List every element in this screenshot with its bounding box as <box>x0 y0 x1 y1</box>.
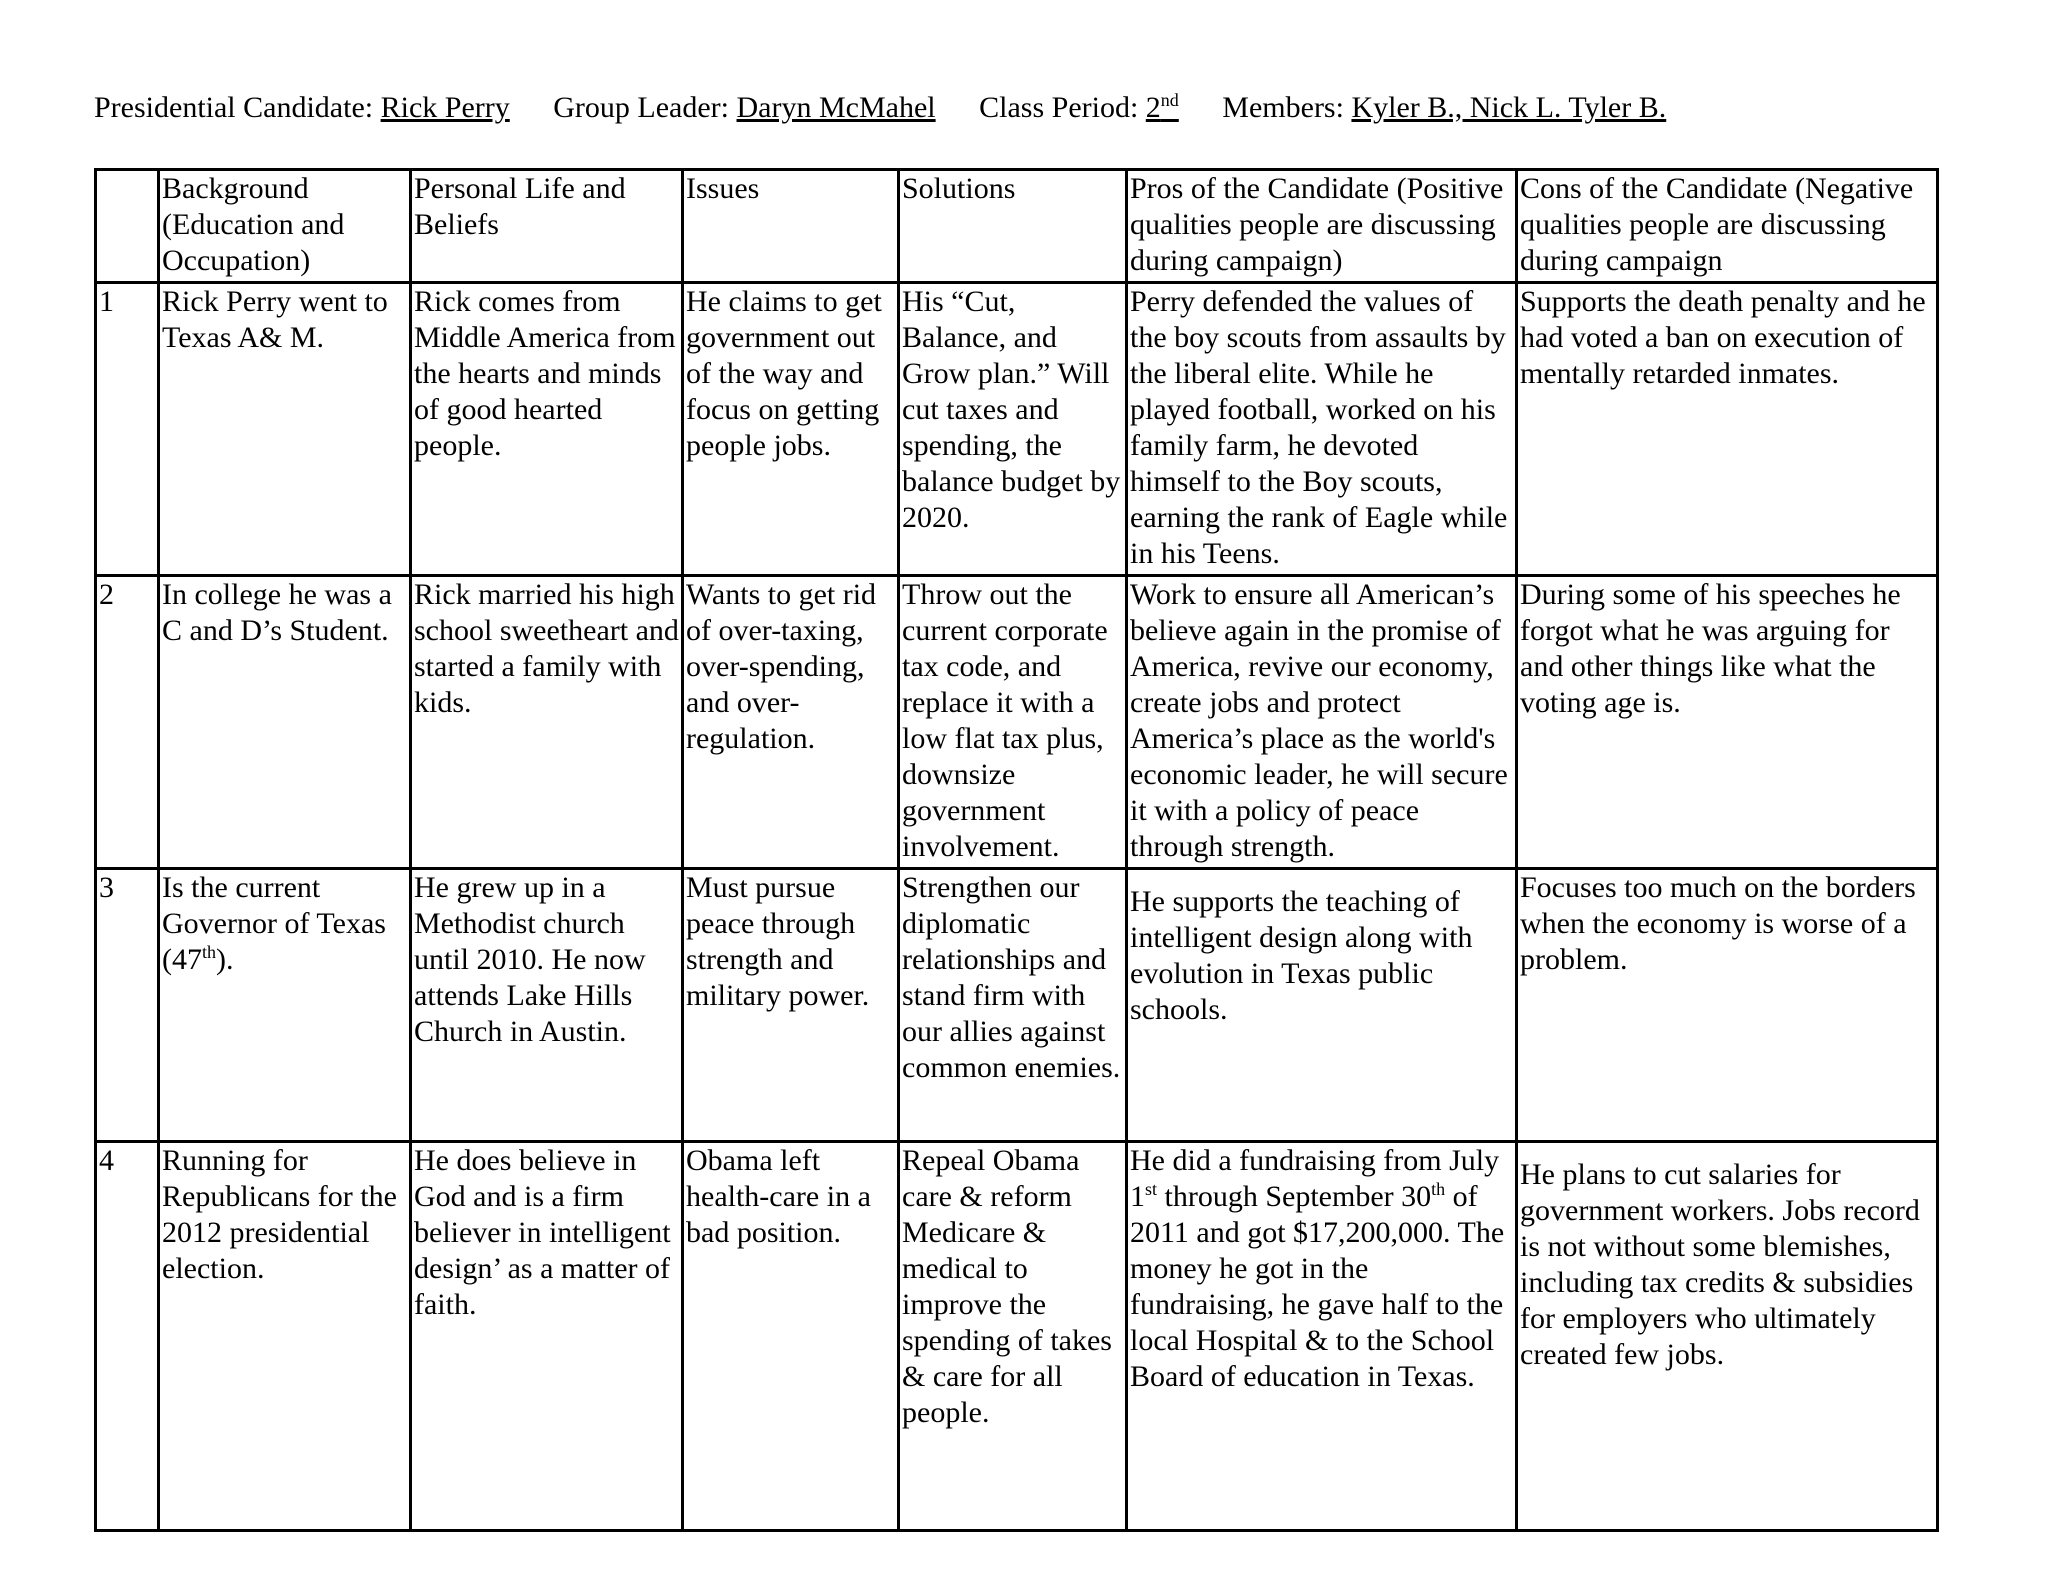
header-cell-pros: Pros of the Candidate (Positive qualities people are discussing during campaign) <box>1127 170 1517 283</box>
row-number: 2 <box>96 576 159 869</box>
header-cell-personal: Personal Life and Beliefs <box>411 170 683 283</box>
solutions-cell: His “Cut, Balance, and Grow plan.” Will cut taxes and spending, the balance budget by 2020. <box>899 283 1127 576</box>
issues-cell: Wants to get rid of over-taxing, over-spending, and over-regulation. <box>683 576 899 869</box>
background-cell: Running for Republicans for the 2012 presidential election. <box>159 1142 411 1531</box>
members-label: Members: <box>1222 91 1344 124</box>
pros-cell: Perry defended the values of the boy scouts from assaults by the liberal elite. While he played football, worked on his family farm, he devoted himself to the Boy scouts, earning the rank of Eagle while in his Teens. <box>1127 283 1517 576</box>
header-cell-solutions: Solutions <box>899 170 1127 283</box>
row-number: 3 <box>96 869 159 1142</box>
table-row <box>96 869 1938 1142</box>
candidate-name: Rick Perry <box>380 91 510 124</box>
cons-cell: Focuses too much on the borders when the economy is worse of a problem. <box>1517 869 1938 1142</box>
period-label: Class Period: <box>979 91 1139 124</box>
pros-cell: He supports the teaching of intelligent design along with evolution in Texas public schools. <box>1127 869 1517 1142</box>
row-number: 4 <box>96 1142 159 1531</box>
cons-cell: During some of his speeches he forgot what he was arguing for and other things like what the voting age is. <box>1517 576 1938 869</box>
assignment-header <box>94 88 1666 128</box>
members-field <box>1222 91 1666 124</box>
personal-cell: Rick married his high school sweetheart and started a family with kids. <box>411 576 683 869</box>
row-number: 1 <box>96 283 159 576</box>
background-cell: In college he was a C and D’s Student. <box>159 576 411 869</box>
issues-cell: Obama left health-care in a bad position. <box>683 1142 899 1531</box>
personal-cell: He does believe in God and is a firm believer in intelligent design’ as a matter of faith. <box>411 1142 683 1531</box>
period-value: 2nd <box>1145 90 1179 124</box>
cons-cell: He plans to cut salaries for government workers. Jobs record is not without some blemishes, including tax credits & subsidies for employers who ultimately created few jobs. <box>1517 1142 1938 1531</box>
solutions-cell: Repeal Obama care & reform Medicare & medical to improve the spending of takes & care for all people. <box>899 1142 1127 1531</box>
leader-label: Group Leader: <box>553 91 730 124</box>
personal-cell: Rick comes from Middle America from the hearts and minds of good hearted people. <box>411 283 683 576</box>
solutions-cell: Strengthen our diplomatic relationships and stand firm with our allies against common enemies. <box>899 869 1127 1142</box>
table-row <box>96 576 1938 869</box>
header-cell-number <box>96 170 159 283</box>
cons-cell: Supports the death penalty and he had voted a ban on execution of mentally retarded inmates. <box>1517 283 1938 576</box>
personal-cell: He grew up in a Methodist church until 2010. He now attends Lake Hills Church in Austin. <box>411 869 683 1142</box>
header-cell-issues: Issues <box>683 170 899 283</box>
issues-cell: Must pursue peace through strength and military power. <box>683 869 899 1142</box>
issues-cell: He claims to get government out of the way and focus on getting people jobs. <box>683 283 899 576</box>
header-cell-background: Background (Education and Occupation) <box>159 170 411 283</box>
period-field <box>979 91 1179 124</box>
background-cell: Is the current Governor of Texas (47th). <box>159 869 411 1142</box>
table-row <box>96 1142 1938 1531</box>
members-names: Kyler B., Nick L. Tyler B. <box>1351 91 1667 124</box>
header-cell-cons: Cons of the Candidate (Negative qualities people are discussing during campaign <box>1517 170 1938 283</box>
header-row <box>96 170 1938 283</box>
pros-cell: He did a fundraising from July 1st through September 30th of 2011 and got $17,200,000. The money he got in the fundraising, he gave half to the local Hospital & to the School Board of education in Texas. <box>1127 1142 1517 1531</box>
candidate-label: Presidential Candidate: <box>94 91 374 124</box>
solutions-cell: Throw out the current corporate tax code, and replace it with a low flat tax plus, downsize government involvement. <box>899 576 1127 869</box>
background-cell: Rick Perry went to Texas A& M. <box>159 283 411 576</box>
candidate-field <box>94 91 510 124</box>
pros-cell: Work to ensure all American’s believe again in the promise of America, revive our economy, create jobs and protect America’s place as the world's economic leader, he will secure it with a policy of peace through strength. <box>1127 576 1517 869</box>
leader-name: Daryn McMahel <box>736 91 936 124</box>
candidate-table <box>94 168 1939 1532</box>
table-row <box>96 283 1938 576</box>
leader-field <box>553 91 935 124</box>
